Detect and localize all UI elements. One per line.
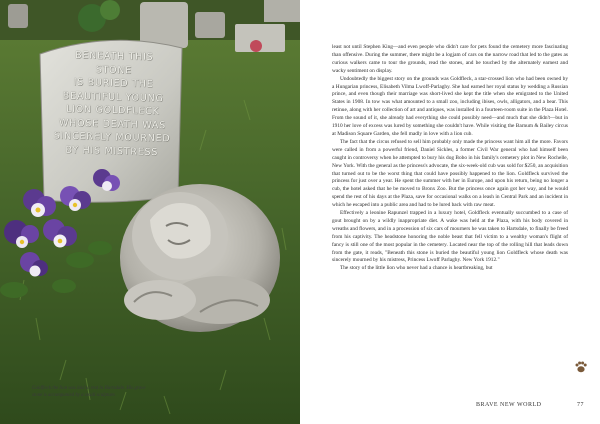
inscription-line: WHOSE DEATH WAS (58, 117, 167, 131)
text-page (300, 0, 600, 424)
inscription-line: STONE (95, 64, 133, 76)
paragraph: The story of the little lion who never had a chance is heartbreaking, but (340, 265, 493, 272)
paragraph: least not until Stephen King—and even people who didn't care for pets found the cemetery more fascinating than offensive. During the summer, there might be a logjam of cars on the narrow road that led to the gates as curious walkers came to tour the grounds, read the stones, and be touched by the alternately earnest and wacky sentiment on display. (332, 44, 568, 74)
running-head: BRAVE NEW WORLD (476, 402, 542, 408)
inscription-line: SINCERELY MOURNED (53, 130, 171, 145)
paragraph: The fact that the circus refused to sell him probably only made the princess want him all the more. Favors were called in from a powerful friend, Daniel Sickles, a former Civil War general who had himself been caught in controversy when he attempted to bury his dog Bobo in his family's cemetery plot in New Rochelle, New York. With the general as the princess's advocate, the six-week-old cub was sold for $250, an acquisition that turned out to be the worst thing that could have possibly happened to the lion. Goldfleck survived the princess for just over a year. He spent the summer with her in Europe, and upon his return, being no longer a cub, the hotel asked that he be moved to Bronx Zoo. But the princess once again got her way, and he would spend the rest of his days at the Plaza, save for occasional walks on a leash in Central Park and an incident in which he escaped into a public area and had to be lured back with raw meat. (332, 138, 568, 209)
inscription-line: BENEATH THIS (75, 49, 154, 64)
page-number: 77 (577, 402, 584, 408)
inscription-line: LION GOLDFLECK (65, 103, 160, 118)
inscription-line: BEAUTIFUL YOUNG (62, 90, 164, 104)
inscription-line: IS BURIED THE (73, 76, 154, 91)
inscription-line: BY HIS MISTRESS (65, 144, 159, 158)
photo-caption: Goldfleck the lion was laid to rest in Hartsdale. His grave stone is accompanied by a small sculpture. (32, 386, 146, 398)
paragraph: Undoubtedly the biggest story on the grounds was Goldfleck, a star-crossed lion who had been owned by a Hungarian princess, Elisabeth Vilma Lwoff-Parlaghy. She had earned her royal status by wedding a Russian prince, and even though their marriage was short-lived she kept the title when she emigrated to the United States in 1908. In tow was what amounted to a small zoo, including ibises, owls, alligators, and a bear. This retinue, along with her collection of art and antiques, was installed in a fourteen-room suite in the Plaza Hotel. From the sound of it, she already had everything she could possibly need—and much that she didn't—but in 1910 her love of excess was lured by something she couldn't have. While visiting the Barnum & Bailey circus at Madison Square Garden, she fell madly in love with a lion cub. (332, 75, 568, 137)
paw-print-icon (574, 360, 588, 374)
headstone-inscription (39, 48, 188, 160)
article-body (332, 44, 568, 273)
paragraph: Effectively a leonine Rapunzel trapped in a luxury hotel, Goldfleck eventually succumbed to a case of gout brought on by a wildly inappropriate diet. A wake was held at the Plaza, with his body covered in wreaths and flowers, and in a procession of six cars of mourners he was taken to Hartsdale, to finally be freed from his captivity. The headstone honoring the noble beast that fell victim to a wealthy woman's flight of fancy is still one of the most popular in the cemetery. Located near the top of the rolling hill that leads down from the gate, it reads, "Beneath this stone is buried the beautiful young lion Goldfleck whose death was sincerely mourned by his mistress, Princess Lwoff Parlaghy. New York 1912." (332, 210, 568, 264)
